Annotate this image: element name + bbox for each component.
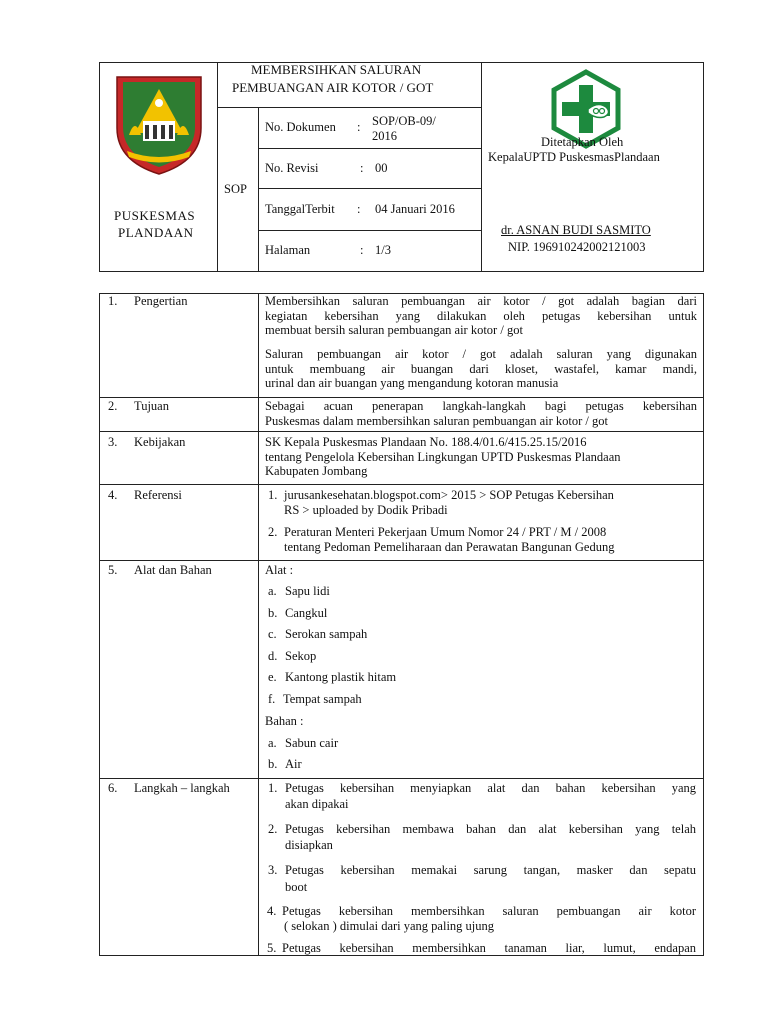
row1-label: Pengertian	[134, 294, 188, 308]
material-item-letter: a.	[268, 736, 277, 750]
doc-number-sep: :	[357, 120, 361, 134]
material-item: Sabun cair	[285, 736, 339, 750]
revision-sep: :	[360, 161, 364, 175]
tool-item: Tempat sampah	[283, 692, 362, 706]
tools-heading: Alat :	[265, 563, 294, 577]
tool-item-letter: f.	[268, 692, 276, 706]
tool-item-letter: b.	[268, 606, 278, 620]
approved-by: Ditetapkan Oleh	[541, 135, 624, 149]
tool-item: Sekop	[285, 649, 317, 663]
step-line1	[285, 863, 696, 878]
row1-paragraph1	[265, 294, 697, 338]
row1-number: 1.	[108, 294, 118, 308]
issue-date-value: 04 Januari 2016	[375, 202, 455, 216]
row2-number: 2.	[108, 399, 118, 413]
signer-nip: NIP. 196910242002121003	[508, 240, 646, 254]
reference-item-line1: jurusankesehatan.blogspot.com> 2015 > SOP Petugas Kebersihan	[284, 488, 614, 502]
step-number: 1.	[268, 781, 278, 795]
tool-item: Sapu lidi	[285, 584, 330, 598]
step-line2: disiapkan	[285, 838, 333, 852]
row3-label: Kebijakan	[134, 435, 186, 449]
sop-title-line1: MEMBERSIHKAN SALURAN	[251, 62, 422, 77]
issue-date-sep: :	[357, 202, 361, 216]
row3-line: Kabupaten Jombang	[265, 464, 368, 478]
step-text: Petugas kebersihan membersihkan tanaman liar, lumut, endapan	[282, 941, 696, 955]
row3-number: 3.	[108, 435, 118, 449]
step-line2: ( selokan ) dimulai dari yang paling ujung	[284, 919, 495, 933]
org-name-line2: PLANDAAN	[118, 225, 194, 240]
step-number: 2.	[268, 822, 278, 836]
row2-line: Puskesmas dalam membersihkan saluran pembuangan air kotor / got	[265, 413, 608, 428]
org-name-line1: PUSKESMAS	[114, 208, 196, 223]
row1-p1-line: kegiatan kebersihan yang dilakukan oleh petugas kebersihan untuk	[265, 308, 697, 323]
row1-p2-line: untuk membuang air buangan dari kloset, wastafel, kamar mandi,	[265, 361, 697, 376]
step-text: Petugas kebersihan menyiapkan alat dan bahan kebersihan yang	[285, 781, 696, 795]
sop-title-line2: PEMBUANGAN AIR KOTOR / GOT	[232, 80, 434, 95]
step-line1	[285, 822, 696, 837]
row6-label: Langkah – langkah	[134, 781, 230, 795]
row2-label: Tujuan	[134, 399, 169, 413]
step-line2: akan dipakai	[285, 797, 349, 811]
revision-value: 00	[375, 161, 388, 175]
reference-item-line2: tentang Pedoman Pemeliharaan dan Perawatan Bangunan Gedung	[284, 540, 615, 554]
row3-line: SK Kepala Puskesmas Plandaan No. 188.4/01.6/415.25.15/2016	[265, 435, 587, 449]
row1-p1-line: membuat bersih saluran pembuangan air kotor / got	[265, 323, 523, 337]
reference-item-number: 1.	[268, 488, 278, 502]
step-line1	[282, 941, 696, 956]
revision-label: No. Revisi	[265, 161, 319, 175]
row3-line: tentang Pengelola Kebersihan Lingkungan UPTD Puskesmas Plandaan	[265, 449, 621, 464]
row1-p1-line: Membersihkan saluran pembuangan air kotor / got adalah bagian dari	[265, 294, 697, 308]
tool-item: Kantong plastik hitam	[285, 670, 397, 684]
page-sep: :	[360, 243, 364, 257]
doc-number-value-line2: 2016	[372, 129, 397, 143]
doc-number-label: No. Dokumen	[265, 120, 336, 134]
reference-item-number: 2.	[268, 525, 278, 539]
row2-line: Sebagai acuan penerapan langkah-langkah bagi petugas kebersihan	[265, 399, 697, 413]
approved-position: KepalaUPTD PuskesmasPlandaan	[488, 150, 660, 164]
step-text: Petugas kebersihan memakai sarung tangan, masker dan sepatu	[285, 863, 696, 877]
page-value: 1/3	[375, 243, 391, 257]
signer-name: dr. ASNAN BUDI SASMITO	[501, 223, 651, 237]
page-label: Halaman	[265, 243, 311, 257]
reference-item-line1: Peraturan Menteri Pekerjaan Umum Nomor 24 / PRT / M / 2008	[284, 525, 607, 539]
material-item-letter: b.	[268, 757, 278, 771]
step-number: 5.	[267, 941, 277, 955]
reference-item-line2: RS > uploaded by Dodik Pribadi	[284, 503, 448, 517]
step-text: Petugas kebersihan membersihkan saluran pembuangan air kotor	[282, 904, 696, 918]
row5-label: Alat dan Bahan	[134, 563, 212, 577]
step-text: Petugas kebersihan membawa bahan dan alat kebersihan yang telah	[285, 822, 696, 836]
tool-item: Serokan sampah	[285, 627, 368, 641]
row1-paragraph2	[265, 347, 697, 391]
step-number: 3.	[268, 863, 278, 877]
tool-item-letter: a.	[268, 584, 277, 598]
row4-number: 4.	[108, 488, 118, 502]
sop-label: SOP	[224, 182, 247, 196]
tool-item-letter: c.	[268, 627, 277, 641]
step-line1	[282, 904, 696, 919]
row2-text	[265, 399, 697, 428]
row6-number: 6.	[108, 781, 118, 795]
tool-item-letter: e.	[268, 670, 277, 684]
row3-text	[265, 435, 697, 479]
issue-date-label: TanggalTerbit	[265, 202, 335, 216]
row1-p2-line: urinal dan air buangan yang mengandung kotoran manusia	[265, 376, 559, 390]
regency-crest-logo	[113, 73, 205, 177]
material-item: Air	[285, 757, 302, 771]
doc-number-value-line1: SOP/OB-09/	[372, 114, 436, 128]
row1-p2-line: Saluran pembuangan air kotor / got adalah saluran yang digunakan	[265, 347, 697, 361]
tool-item-letter: d.	[268, 649, 278, 663]
tool-item: Cangkul	[285, 606, 328, 620]
row4-label: Referensi	[134, 488, 182, 502]
step-line2: boot	[285, 880, 308, 894]
step-number: 4.	[267, 904, 277, 918]
row5-number: 5.	[108, 563, 118, 577]
materials-heading: Bahan :	[265, 714, 304, 728]
step-line1	[285, 781, 696, 796]
